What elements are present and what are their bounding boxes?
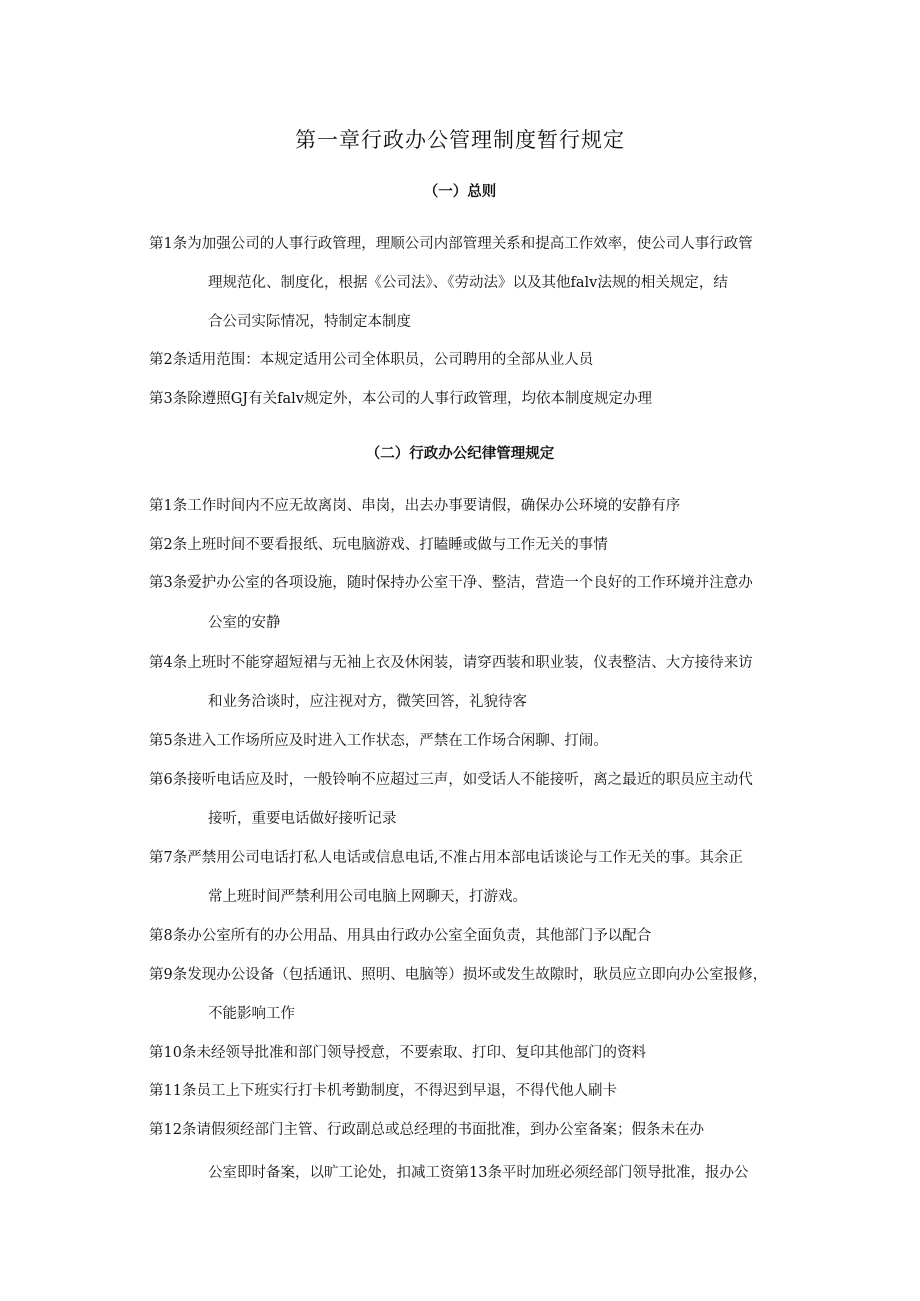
article-line: 第12条请假须经部门主管、行政副总或总经理的书面批准，到办公室备案；假条未在办	[149, 1122, 704, 1138]
section-heading-discipline: （二）行政办公纪律管理规定	[365, 446, 555, 462]
article-line: 第5条进入工作场所应及时进入工作状态，严禁在工作场合闲聊、打闹。	[149, 733, 608, 749]
article-line-continuation: 公室即时备案，以旷工论处，扣减工资第13条平时加班必须经部门领导批准，报办公	[208, 1165, 749, 1181]
article-line-continuation: 理规范化、制度化，根据《公司法》、《劳动法》以及其他falv法规的相关规定，结	[208, 275, 728, 291]
article-line: 第2条适用范围：本规定适用公司全体职员，公司聘用的全部从业人员	[149, 352, 594, 368]
document-title: 第一章行政办公管理制度暂行规定	[295, 128, 625, 152]
article-line: 第9条发现办公设备（包括通讯、照明、电脑等）损坏或发生故隙时，耿员应立即向办公室报修，	[149, 967, 768, 983]
article-line-continuation: 常上班时间严禁利用公司电脑上网聊天，打游戏。	[208, 889, 527, 905]
article-line: 第4条上班时不能穿超短裙与无袖上衣及休闲装，请穿西装和职业装，仪表整洁、大方接待来访	[149, 655, 753, 671]
article-line-continuation: 和业务洽谈时，应注视对方，微笑回答，礼貌待客	[208, 694, 527, 710]
article-line: 第1条工作时间内不应无故离岗、串岗，出去办事要请假，确保办公环境的安静有序	[149, 498, 681, 514]
article-line: 第1条为加强公司的人事行政管理，理顺公司内部管理关系和提高工作效率，使公司人事行政管	[149, 236, 753, 252]
article-line-continuation: 接听，重要电话做好接听记录	[208, 811, 397, 827]
article-line: 第3条除遵照GJ有关falv规定外，本公司的人事行政管理，均依本制度规定办理	[149, 391, 652, 407]
article-line: 第6条接听电话应及时，一般铃响不应超过三声，如受话人不能接听，离之最近的职员应主动代	[149, 772, 753, 788]
article-line-continuation: 公室的安静	[208, 615, 281, 631]
article-line: 第10条未经领导批准和部门领导授意，不要索取、打印、复印其他部门的资料	[149, 1045, 646, 1061]
article-line-continuation: 不能影响工作	[208, 1006, 295, 1022]
section-heading-general: （一）总则	[423, 184, 497, 200]
article-line: 第8条办公室所有的办公用品、用具由行政办公室全面负责，其他部门予以配合	[149, 928, 652, 944]
article-line: 第3条爱护办公室的各项设施，随时保持办公室干净、整洁，营造一个良好的工作环境并注意办	[149, 575, 753, 591]
article-line: 第2条上班时间不要看报纸、玩电脑游戏、打瞌睡或做与工作无关的事情	[149, 537, 608, 553]
article-line-continuation: 合公司实际情况，特制定本制度	[208, 314, 411, 330]
article-line: 第11条员工上下班实行打卡机考勤制度，不得迟到早退，不得代他人刷卡	[149, 1083, 617, 1099]
article-line: 第7条严禁用公司电话打私人电话或信息电话,不准占用本部电话谈论与工作无关的事。其余正	[149, 850, 743, 866]
